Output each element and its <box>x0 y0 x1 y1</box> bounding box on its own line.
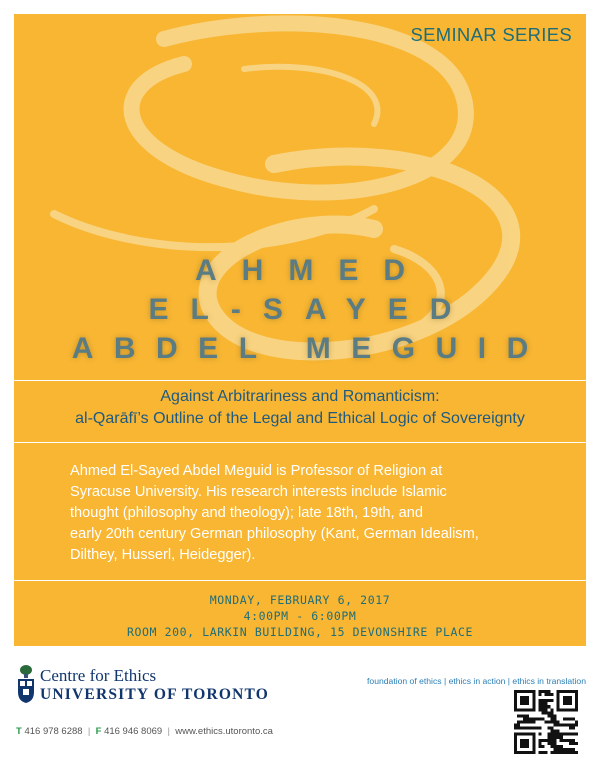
speaker-bio <box>70 461 575 566</box>
divider-middle <box>14 442 586 443</box>
phone-number: 416 978 6288 <box>24 726 83 737</box>
event-location: ROOM 200, LARKIN BUILDING, 15 DEVONSHIRE PLACE <box>126 625 474 639</box>
speaker-name-line-2: EL-SAYED <box>148 293 474 326</box>
bio-line: Syracuse University. His research interests include Islamic <box>70 484 447 500</box>
talk-title-line-1: Against Arbitrariness and Romanticism: <box>160 388 440 405</box>
bio-line: Ahmed El-Sayed Abdel Meguid is Professor of Religion at <box>70 463 443 479</box>
phone-tag: T <box>16 726 22 737</box>
bio-line: thought (philosophy and theology); late 18th, 19th, and <box>70 505 423 521</box>
fax-number: 416 946 8069 <box>104 726 163 737</box>
fax-tag: F <box>95 726 102 737</box>
series-label: SEMINAR SERIES <box>410 24 572 45</box>
divider-bottom <box>14 580 586 581</box>
footer <box>0 646 600 776</box>
event-details <box>14 592 586 640</box>
event-date: MONDAY, FEBRUARY 6, 2017 <box>209 593 391 607</box>
tagline: foundation of ethics | ethics in action | ethics in translation <box>367 676 586 686</box>
separator: | <box>164 726 173 737</box>
university-crest-icon <box>16 664 36 704</box>
separator: | <box>85 726 93 737</box>
bio-line: Dilthey, Husserl, Heidegger). <box>70 547 256 563</box>
speaker-name-line-1: AHMED <box>195 254 430 287</box>
centre-name: Centre for Ethics <box>40 666 157 685</box>
speaker-name-line-3: ABDEL MEGUID <box>71 332 549 365</box>
contact-line <box>16 726 273 737</box>
website-link[interactable]: www.ethics.utoronto.ca <box>175 726 273 737</box>
poster <box>14 14 586 646</box>
divider-top <box>14 380 586 381</box>
event-time: 4:00PM - 6:00PM <box>243 609 357 623</box>
qr-code-icon <box>514 690 578 754</box>
bio-line: early 20th century German philosophy (Kant, German Idealism, <box>70 526 479 542</box>
talk-title <box>14 386 586 430</box>
university-name: UNIVERSITY OF TORONTO <box>40 686 270 703</box>
talk-title-line-2: al-Qarāfī’s Outline of the Legal and Ethical Logic of Sovereignty <box>75 410 525 427</box>
